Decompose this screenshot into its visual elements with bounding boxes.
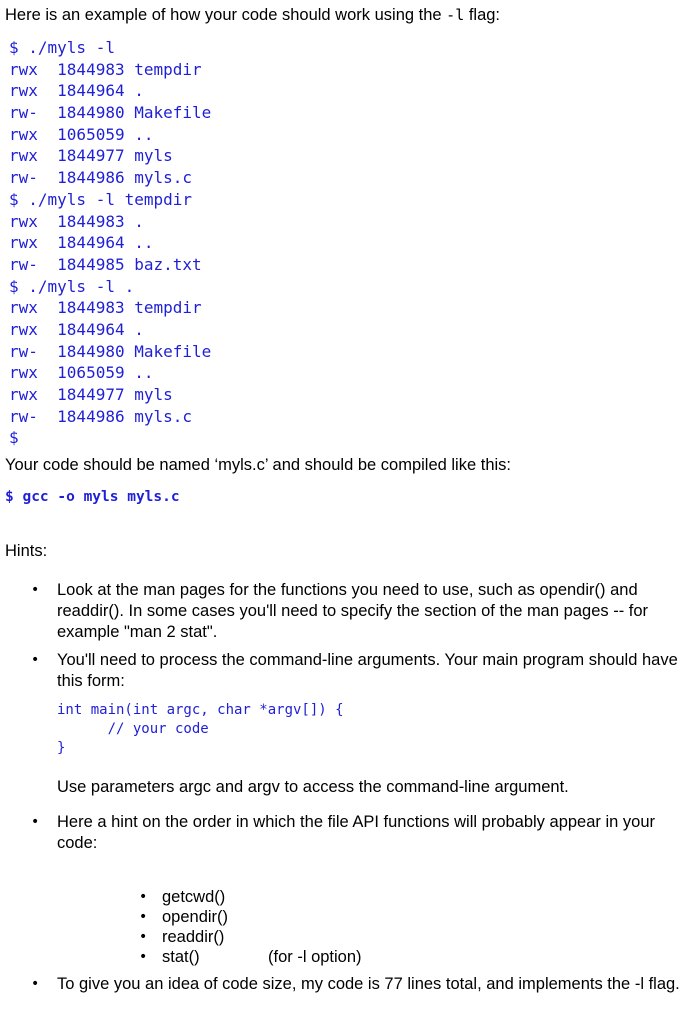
- intro-before: Here is an example of how your code should work using the: [5, 6, 447, 24]
- terminal-line: $ ./myls -l tempdir: [9, 189, 193, 209]
- terminal-line: rwx 1065059 ..: [9, 124, 154, 144]
- function-item: [57, 887, 697, 907]
- terminal-line: rw- 1844986 myls.c: [9, 406, 193, 426]
- hint-text: You'll need to process the command-line arguments. Your main program should have this form:: [57, 651, 678, 690]
- terminal-line: $ ./myls -l .: [9, 276, 135, 296]
- bullet-icon: •: [139, 949, 148, 965]
- code-line: int main(int argc, char *argv[]) {: [57, 702, 344, 718]
- terminal-line: rw- 1844980 Makefile: [9, 103, 212, 123]
- terminal-line: rwx 1844964 .: [9, 81, 144, 101]
- function-name: readdir(): [162, 928, 225, 946]
- terminal-line: $ ./myls -l: [9, 38, 115, 57]
- intro-flag: -l: [446, 6, 465, 24]
- function-name: opendir(): [162, 908, 229, 926]
- hints-list: [0, 580, 697, 995]
- terminal-line: rwx 1844983 tempdir: [9, 298, 202, 318]
- code-line: // your code: [57, 721, 209, 737]
- hint-item: [0, 650, 697, 812]
- main-signature-code: [57, 701, 697, 758]
- terminal-line: rwx 1844964 ..: [9, 233, 154, 253]
- function-item: [57, 907, 697, 927]
- bullet-icon: •: [139, 889, 148, 905]
- terminal-line: rw- 1844986 myls.c: [9, 168, 193, 188]
- terminal-line: rwx 1844964 .: [9, 319, 144, 339]
- terminal-line: rw- 1844980 Makefile: [9, 341, 212, 361]
- bullet-icon: •: [31, 814, 40, 830]
- intro-after: flag:: [464, 6, 501, 24]
- compile-command: $ gcc -o myls myls.c: [5, 489, 180, 505]
- function-item: [57, 947, 697, 967]
- intro-text: [5, 5, 500, 26]
- hint-text: Look at the man pages for the functions you need to use, such as opendir() and readdir(). In some cases you'll need to specify the section of the man pages -- for example "man 2 stat".: [57, 581, 649, 641]
- hint-text: To give you an idea of code size, my code is 77 lines total, and implements the -l flag.: [57, 975, 680, 993]
- terminal-line: rwx 1844983 .: [9, 211, 144, 231]
- hint-text: Use parameters argc and argv to access the command-line argument.: [57, 778, 569, 796]
- bullet-icon: •: [139, 929, 148, 945]
- terminal-line: rwx 1065059 ..: [9, 363, 154, 383]
- function-note: (for -l option): [268, 948, 362, 966]
- bullet-icon: •: [31, 652, 40, 668]
- hint-item: [0, 974, 697, 995]
- function-name: getcwd(): [162, 888, 226, 906]
- terminal-line: rw- 1844985 baz.txt: [9, 254, 202, 274]
- terminal-line: rwx 1844977 myls: [9, 146, 173, 166]
- terminal-line: rwx 1844977 myls: [9, 385, 173, 404]
- naming-instruction: Your code should be named ‘myls.c’ and should be compiled like this:: [5, 456, 511, 474]
- code-line: }: [57, 740, 66, 756]
- terminal-line: $: [9, 428, 19, 448]
- hint-text: Here a hint on the order in which the file API functions will probably appear in your code:: [57, 813, 656, 852]
- terminal-line: rwx 1844983 tempdir: [9, 59, 202, 79]
- function-list: [57, 887, 697, 967]
- bullet-icon: •: [139, 909, 148, 925]
- bullet-icon: •: [31, 582, 40, 598]
- function-name: stat(): [162, 948, 200, 966]
- hints-heading: Hints:: [5, 542, 48, 560]
- bullet-icon: •: [31, 976, 40, 992]
- function-item: [57, 927, 697, 947]
- terminal-output: [9, 37, 211, 449]
- hint-item: [0, 812, 697, 974]
- hint-item: [0, 580, 697, 650]
